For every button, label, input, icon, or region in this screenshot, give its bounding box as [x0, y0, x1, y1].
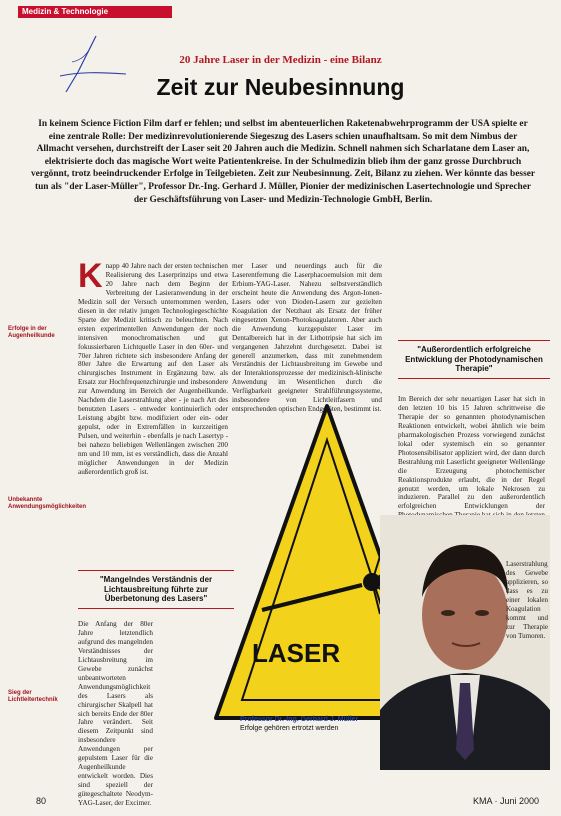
publication-info: KMA · Juni 2000: [472, 796, 539, 806]
article-lede: In keinem Science Fiction Film darf er fehlen; und selbst im abenteuerlichen Raketenabwehrprogramm der USA spielte er eine zentrale Rolle: Der medizinrevolutionierende Siegeszug des Lasers schien unaufhaltsam. So mit dem Nimbus der Allmacht versehen, durchstreift der Laser seit 20 Jahren auch die Medizin. Schnell nahmen sich Scharlatane dem Laser an, elektrisierte doch das magische Wort weite Patientenkreise. In der Schulmedizin blieb ihm der ganz grosse Durchbruch vergönnt, trotz beeindruckender Erfolge in Teilgebieten. Zeit zur Neubesinnung. Zeit, Bilanz zu ziehen. Wer könnte das besser tun als "der Laser-Müller", Professor Dr.-Ing. Gerhard J. Müller, Pionier der medizinischen Lasertechnologie und Sprecher der Geschäftsführung von Laser- und Medizin-Technologie GmbH, Berlin.: [30, 119, 536, 205]
page-number: 80: [36, 796, 47, 806]
margin-note-augenheilkunde: Erfolge in der Augenheilkunde: [8, 326, 55, 340]
body-column-3b: Laserstrahlung des Gewebe applizieren, so dass es zu einer lokalen Koagulation kommt und zur Therapie von Tumoren.: [506, 560, 548, 640]
article-headline: Zeit zur Neubesinnung: [156, 74, 405, 100]
sign-text: LASER: [252, 638, 341, 668]
body-text: napp 40 Jahre nach der ersten technischen Realisierung des Laserprinzips und etwa 20 Jahre nach dem Beginn der Verbreitung der Lasieranwendung in der Medizin soll der Versuch unternommen werden, diesen in der relativ jungen Technologiegeschichte Sparte der Medizit kritisch zu beleuchten. Nach ersten experimentellen Anwendungen der noch intensiven monochromatischen und gut fokussierbaren Lichtquelle Laser in den 60er- und 70er Jahren richtete sich insbesondere Anfang der 80er Jahre die Erwartung auf den Laser als chirurgisches Instrument in Ergänzung bzw. als Ersatz zur Hochfrequenzchirurgie und insbesondere zur Anwendung im Bereich der Augenheilkunde. Nachdem die Laserstrahlung aber - je nach Art des benutzten Lasers - entweder kontinuierlich oder Leistung abgibt bzw. modifiziert oder ein- oder gepulst, oder in Extremfällen in kurzzeitigen Pulsen, und weiterhin - ebenfalls je nach Lasertyp - bei nahezu beliebigen Wellenlängen zwischen 200 nm und 10 mm, ist es verständlich, dass die Anzahl möglicher Anwendungen in der Medizin außerordentlich groß ist.: [78, 262, 228, 476]
photo-caption: [240, 716, 380, 733]
body-column-1: [78, 257, 228, 567]
caption-text: Erfolge gehören ertrotzt werden: [240, 724, 339, 732]
section-tag: Medizin & Technologie: [18, 6, 172, 18]
body-column-2: mer Laser und neuerdings auch für die Laserentfernung die Laserphacoemulsion mit dem Erbium-YAG-Laser. Nahezu selbstverständlich erscheint heute die Anwendung des Argon-Ionen-Lasers oder von Dioden-Lasern zur gezielten Koagulation der Netzhaut als Ersatz der früher eingesetzten Xenon-Photokoagulatoren. Aber auch die Anwendung kurzgepulster Laser im Dentalbereich hat in der Lithotripsie hat sich im vergangenen Jahrzehnt durchgesetzt. Dabei ist generell anzumerken, dass mit zunehmendem Verständnis der Lichtausbreitung im Gewebe und der Interaktionsprozesse der medizinisch-klinische Anwendung im Wesentlichen durch die Verfügbarkeit geeigneter Strahlführungssysteme, insbesondere von Lichtleitfasern und entsprechenden optischen Endgeräten, bestimmt ist.: [232, 262, 382, 414]
pull-quote-2: "Außerordentlich erfolgreiche Entwicklung der Photodynamischen Therapie": [398, 340, 550, 379]
drop-cap: K: [78, 257, 103, 295]
article-kicker: 20 Jahre Laser in der Medizin - eine Bilanz: [179, 54, 382, 66]
margin-note-anwendungen: Unbekannte Anwendungsmöglichkeiten: [8, 497, 87, 511]
caption-name: Professor Dr.-Ing. Gerhard J. Müller: [240, 716, 359, 723]
body-column-3: Im Bereich der sehr neuartigen Laser hat sich in den letzten 10 bis 15 Jahren schrittweise die Therapie der so genannten photodynamischen Reaktionen entwickelt, wobei ähnlich wie beim pharmakologischen Prozess vorwiegend zunächst lokal oder systemisch ein so genannter Photosensibilisator appliziert wird, der dann durch Bestrahlung mit Laserlicht geeigneter Wellenlänge die Erzeugung photochemischer Reaktionsprodukte erlaubt, die in der Regel genutzt werden, um lokale Nekrosen zu induzieren. Parallel zu den außerordentlich erfolgreichen Entwicklungen der: [398, 395, 545, 511]
body-column-1b: Die Anfang der 80er Jahre letztendlich aufgrund des mangelnden Verständnisses der Lichtausbreitung im Gewebe zunächst unbeantworteten Anwendungsmöglichkeit des Lasers als chirurgischer Skalpell hat sich bereits Ende der 80er Jahre verändert. Seit diesem Zeitpunkt sind insbesondere Anwendungen per gepulstem Laser für die Augenheilkunde entwickelt worden. Dies sind speziell der gütegeschaltete Neodym-YAG-Laser, der Excimer.: [78, 620, 153, 808]
margin-note-lichtleitertechnik: Sieg der Lichtleitertechnik: [8, 690, 58, 704]
pull-quote-1: "Mangelndes Verständnis der Lichtausbreitung führte zur Überbetonung des Lasers": [78, 570, 234, 609]
